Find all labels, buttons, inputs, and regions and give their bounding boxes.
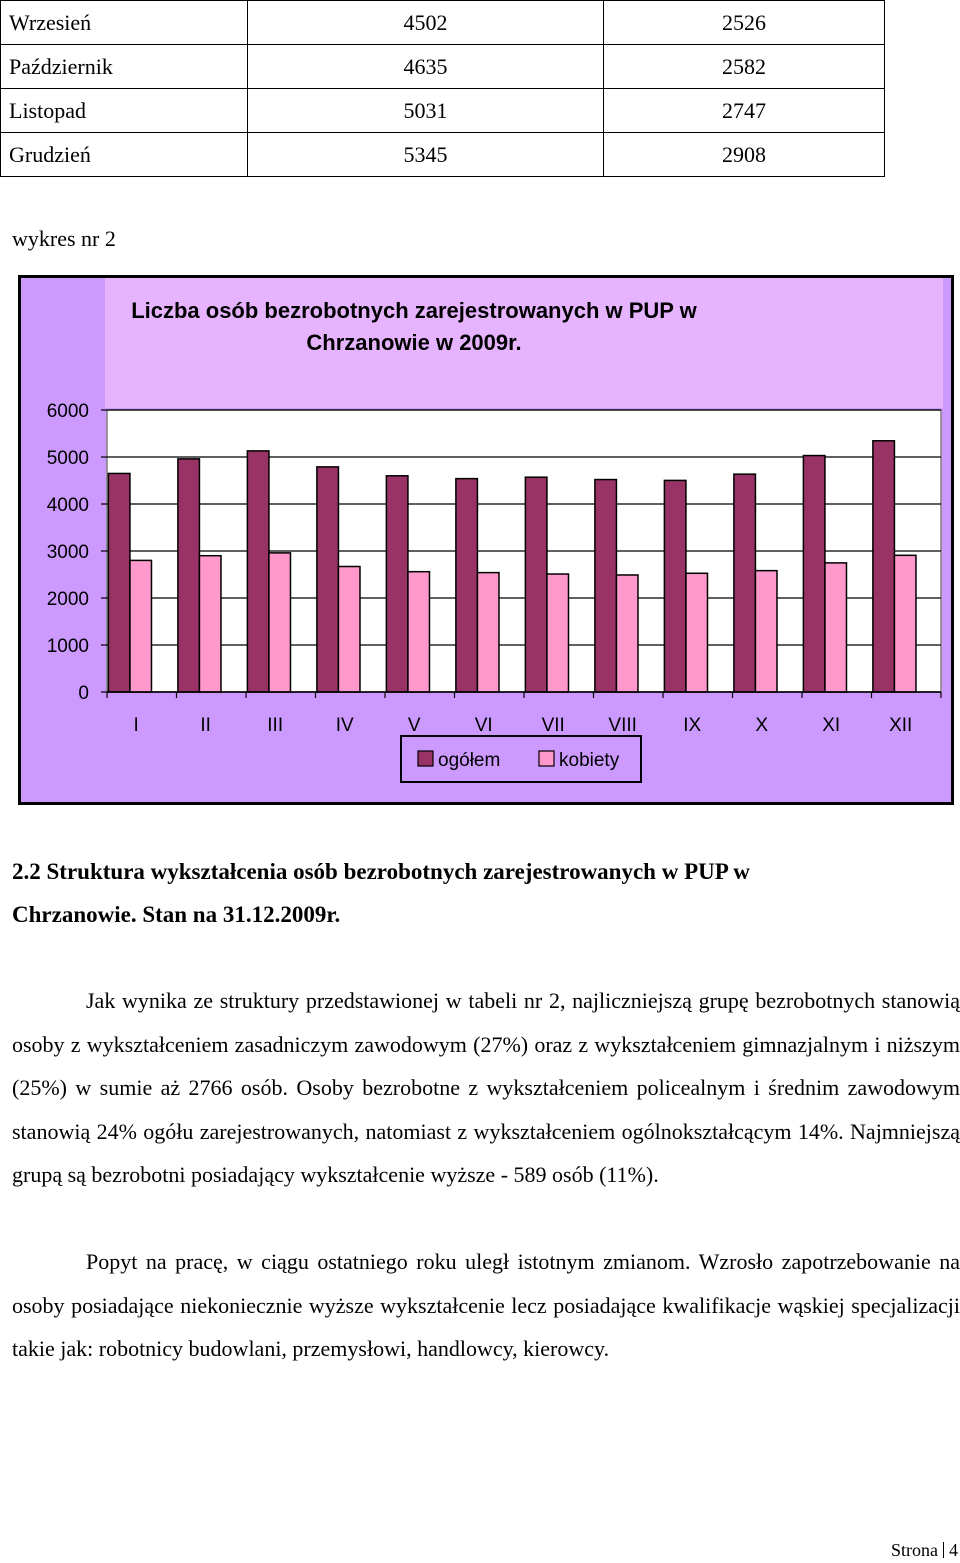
- legend-label: kobiety: [559, 750, 620, 771]
- chart-canvas: [21, 278, 951, 802]
- bar-kobiety: [408, 572, 430, 692]
- bar-kobiety: [825, 563, 847, 692]
- section-heading: [12, 850, 952, 936]
- table-cell: 5345: [248, 133, 604, 177]
- table-cell: 4635: [248, 45, 604, 89]
- y-tick-label: 0: [78, 683, 89, 704]
- x-tick-label: XI: [822, 715, 841, 736]
- bar-ogółem: [664, 480, 686, 692]
- x-tick-label: III: [267, 715, 284, 736]
- x-tick-label: X: [755, 715, 769, 736]
- bar-ogółem: [386, 476, 408, 692]
- page-value: 4: [949, 1540, 958, 1560]
- table-cell: 2582: [604, 45, 885, 89]
- table-cell: 4502: [248, 1, 604, 45]
- bar-kobiety: [547, 574, 569, 692]
- table-cell: 2908: [604, 133, 885, 177]
- x-tick-label: XII: [889, 715, 913, 736]
- bar-ogółem: [247, 451, 269, 692]
- bar-kobiety: [755, 571, 777, 692]
- legend-label: ogółem: [438, 750, 501, 771]
- paragraph: Jak wynika ze struktury przedstawionej w tabeli nr 2, najliczniejszą grupę bezrobotnych stanowią osoby z wykształceniem zasadniczym zawodowym (27%) oraz z wykształceniem gimnazjalnym i niższym (25%) w sumie aż 2766 osób. Osoby bezrobotne z wykształceniem policealnym i średnim zawodowym stanowią 24% ogółu zarejestrowanych, natomiast z wykształceniem ogólnokształcącym 14%. Najmniejszą grupą są bezrobotni posiadający wykształcenie wyższe - 589 osób (11%).: [12, 988, 960, 1187]
- bar-kobiety: [616, 575, 638, 692]
- bar-kobiety: [894, 555, 916, 692]
- bar-kobiety: [130, 560, 152, 692]
- bar-ogółem: [734, 474, 756, 692]
- table-row: [1, 45, 885, 89]
- page-number: [891, 1540, 958, 1561]
- legend-swatch-kobiety: [539, 751, 554, 766]
- x-tick-label: IV: [335, 715, 354, 736]
- y-tick-label: 4000: [46, 495, 89, 516]
- table-cell: Grudzień: [1, 133, 248, 177]
- bar-kobiety: [338, 567, 360, 692]
- bar-ogółem: [317, 467, 339, 692]
- table-cell: Wrzesień: [1, 1, 248, 45]
- x-tick-label: VIII: [608, 715, 637, 736]
- bar-ogółem: [456, 479, 478, 692]
- table-cell: 5031: [248, 89, 604, 133]
- table-cell: 2526: [604, 1, 885, 45]
- chart-caption: wykres nr 2: [12, 226, 116, 251]
- bar-ogółem: [873, 441, 895, 692]
- bar-chart: [18, 275, 954, 805]
- section-heading-line2: Chrzanowie. Stan na 31.12.2009r.: [12, 902, 341, 927]
- y-tick-label: 3000: [46, 542, 89, 563]
- bar-kobiety: [199, 556, 221, 692]
- x-tick-label: I: [133, 715, 139, 736]
- x-tick-label: II: [200, 715, 211, 736]
- monthly-table: [0, 0, 885, 177]
- legend-swatch-ogolem: [418, 751, 433, 766]
- bar-ogółem: [803, 456, 825, 692]
- bar-kobiety: [477, 573, 499, 692]
- y-tick-label: 2000: [46, 589, 89, 610]
- table-row: [1, 1, 885, 45]
- chart-title-line: Liczba osób bezrobotnych zarejestrowanych w PUP w: [131, 298, 697, 323]
- y-tick-label: 1000: [46, 636, 89, 657]
- table-row: [1, 89, 885, 133]
- bar-ogółem: [178, 459, 200, 692]
- page-separator: [943, 1542, 944, 1558]
- x-tick-label: IX: [683, 715, 702, 736]
- x-tick-label: VII: [541, 715, 565, 736]
- x-tick-label: V: [407, 715, 421, 736]
- bar-ogółem: [525, 477, 547, 692]
- bar-ogółem: [595, 480, 617, 692]
- y-tick-label: 6000: [46, 401, 89, 422]
- bar-ogółem: [108, 473, 130, 692]
- page-label: Strona: [891, 1540, 938, 1560]
- table-row: [1, 133, 885, 177]
- table-cell: Listopad: [1, 89, 248, 133]
- section-heading-line1: 2.2 Struktura wykształcenia osób bezrobotnych zarejestrowanych w PUP w: [12, 859, 750, 884]
- y-tick-label: 5000: [46, 448, 89, 469]
- paragraph: Popyt na pracę, w ciągu ostatniego roku uległ istotnym zmianom. Wzrosło zapotrzebowanie na osoby posiadające niekoniecznie wyższe wykształcenie lecz posiadające kwalifikacje wąskiej specjalizacji takie jak: robotnicy budowlani, przemysłowi, handlowcy, kierowcy.: [12, 1249, 960, 1361]
- bar-kobiety: [686, 573, 708, 692]
- table-cell: Październik: [1, 45, 248, 89]
- x-tick-label: VI: [474, 715, 493, 736]
- chart-title-line: Chrzanowie w 2009r.: [306, 330, 522, 355]
- bar-kobiety: [269, 553, 291, 692]
- table-cell: 2747: [604, 89, 885, 133]
